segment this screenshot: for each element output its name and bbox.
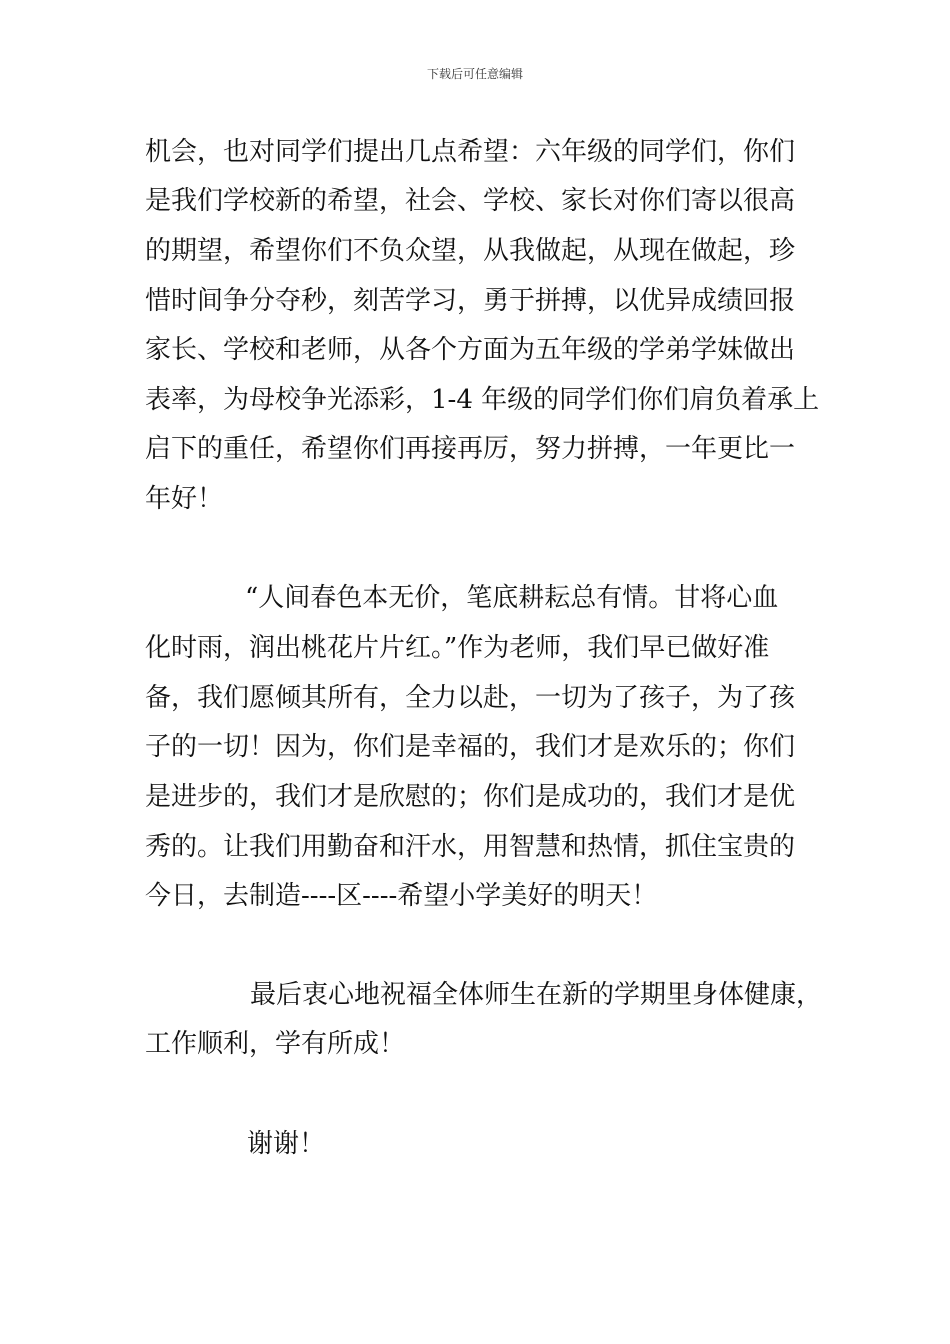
paragraph-2-line-1: “人间春色本无价，笔底耕耘总有情。甘将心血 <box>245 583 779 613</box>
paragraph-2-line-6: 秀的。让我们用勤奋和汗水，用智慧和热情，抓住宝贵的 <box>145 832 796 862</box>
page-header: 下载后可任意编辑 <box>426 67 523 81</box>
paragraph-1-line-7: 启下的重任，希望你们再接再厉，努力拼搏，一年更比一 <box>145 434 796 464</box>
paragraph-1-line-2: 是我们学校新的希望，社会、学校、家长对你们寄以很高 <box>145 186 796 216</box>
paragraph-2-line-2: 化时雨，润出桃花片片红。”作为老师，我们早已做好准 <box>145 633 770 663</box>
paragraph-2-line-3: 备，我们愿倾其所有，全力以赴，一切为了孩子，为了孩 <box>145 683 796 713</box>
paragraph-3-line-1: 最后衷心地祝福全体师生在新的学期里身体健康， <box>250 980 823 1010</box>
paragraph-2-line-5: 是进步的，我们才是欣慰的；你们是成功的，我们才是优 <box>145 782 796 812</box>
paragraph-1-line-5: 家长、学校和老师，从各个方面为五年级的学弟学妹做出 <box>145 335 796 365</box>
paragraph-2-line-4: 子的一切！因为，你们是幸福的，我们才是欢乐的；你们 <box>145 732 796 762</box>
paragraph-1-line-3: 的期望，希望你们不负众望，从我做起，从现在做起，珍 <box>145 236 796 266</box>
paragraph-1-line-8: 年好！ <box>145 484 224 514</box>
paragraph-3-line-2: 工作顺利，学有所成！ <box>145 1029 406 1059</box>
closing-thanks: 谢谢！ <box>247 1129 326 1159</box>
paragraph-1-line-4: 惜时间争分夺秒，刻苦学习，勇于拼搏，以优异成绩回报 <box>145 286 796 316</box>
paragraph-1-line-6: 表率，为母校争光添彩，1-4 年级的同学们你们肩负着承上 <box>145 385 820 415</box>
paragraph-1-line-1: 机会，也对同学们提出几点希望：六年级的同学们，你们 <box>145 137 796 167</box>
paragraph-2-line-7: 今日，去制造----区----希望小学美好的明天！ <box>145 881 658 911</box>
